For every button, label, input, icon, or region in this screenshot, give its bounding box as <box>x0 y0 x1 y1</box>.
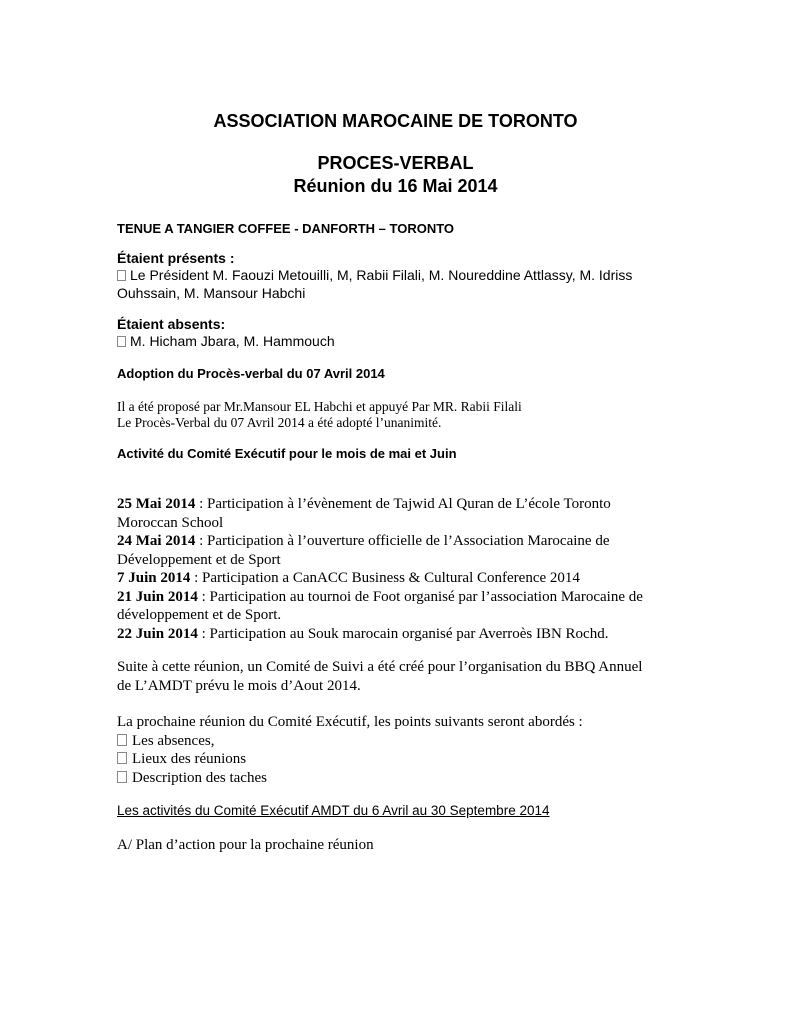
activities-list <box>117 495 677 643</box>
plan-line: A/ Plan d’action pour la prochaine réunion <box>117 837 374 853</box>
activity-item: 7 Juin 2014 : Participation a CanACC Business & Cultural Conference 2014 <box>117 570 580 586</box>
activity-item: 25 Mai 2014 : Participation à l’évènement de Tajwid Al Quran de L’école Toronto <box>117 496 611 512</box>
pv-subtitle: Réunion du 16 Mai 2014 <box>293 176 498 196</box>
checkbox-icon <box>117 752 127 764</box>
next-meeting-point: Description des taches <box>117 769 677 788</box>
present-text-1: Le Président M. Faouzi Metouilli, M, Rabii Filali, M. Noureddine Attlassy, M. Idriss <box>130 267 633 283</box>
activities-heading: Activité du Comité Exécutif pour le mois de mai et Juin <box>117 446 457 461</box>
adoption-line-1: Il a été proposé par Mr.Mansour EL Habchi et appuyé Par MR. Rabii Filali <box>117 399 522 414</box>
activities-link[interactable]: Les activités du Comité Exécutif AMDT du 6 Avril au 30 Septembre 2014 <box>117 803 550 818</box>
absent-text: M. Hicham Jbara, M. Hammouch <box>130 333 335 349</box>
next-meeting <box>117 713 677 787</box>
venue-line: TENUE A TANGIER COFFEE - DANFORTH – TORONTO <box>117 221 455 236</box>
checkbox-icon <box>117 734 127 746</box>
checkbox-icon <box>117 270 126 281</box>
activity-item: 21 Juin 2014 : Participation au tournoi de Foot organisé par l’association Marocaine de <box>117 588 643 605</box>
pv-title: PROCES-VERBAL <box>317 153 474 173</box>
activity-item-cont: Développement et de Sport <box>117 551 281 568</box>
activity-item: 22 Juin 2014 : Participation au Souk marocain organisé par Averroès IBN Rochd. <box>117 625 609 642</box>
followup-paragraph: Suite à cette réunion, un Comité de Suivi a été créé pour l’organisation du BBQ Annuel de L’AMDT prévu le mois d’Aout 2014. <box>117 659 643 694</box>
checkbox-icon <box>117 336 126 347</box>
activity-item-cont: Moroccan School <box>117 514 224 531</box>
adoption-heading: Adoption du Procès-verbal du 07 Avril 2014 <box>117 366 385 381</box>
next-meeting-point: Lieux des réunions <box>117 750 677 769</box>
next-meeting-point: Les absences, <box>117 732 677 751</box>
present-line-1 <box>117 266 632 285</box>
present-line-2: Ouhssain, M. Mansour Habchi <box>117 285 306 301</box>
next-meeting-intro: La prochaine réunion du Comité Exécutif, les points suivants seront abordés : <box>117 714 583 730</box>
activity-item-cont: développement et de Sport. <box>117 607 282 623</box>
activity-item: 24 Mai 2014 : Participation à l’ouverture officielle de l’Association Marocaine de <box>117 533 610 549</box>
checkbox-icon <box>117 771 127 783</box>
present-heading: Étaient présents : <box>117 250 235 266</box>
adoption-line-2: Le Procès-Verbal du 07 Avril 2014 a été adopté l’unanimité. <box>117 415 442 430</box>
absent-heading: Étaient absents: <box>117 316 226 332</box>
org-title: ASSOCIATION MAROCAINE DE TORONTO <box>213 111 578 131</box>
absent-line <box>117 332 335 351</box>
